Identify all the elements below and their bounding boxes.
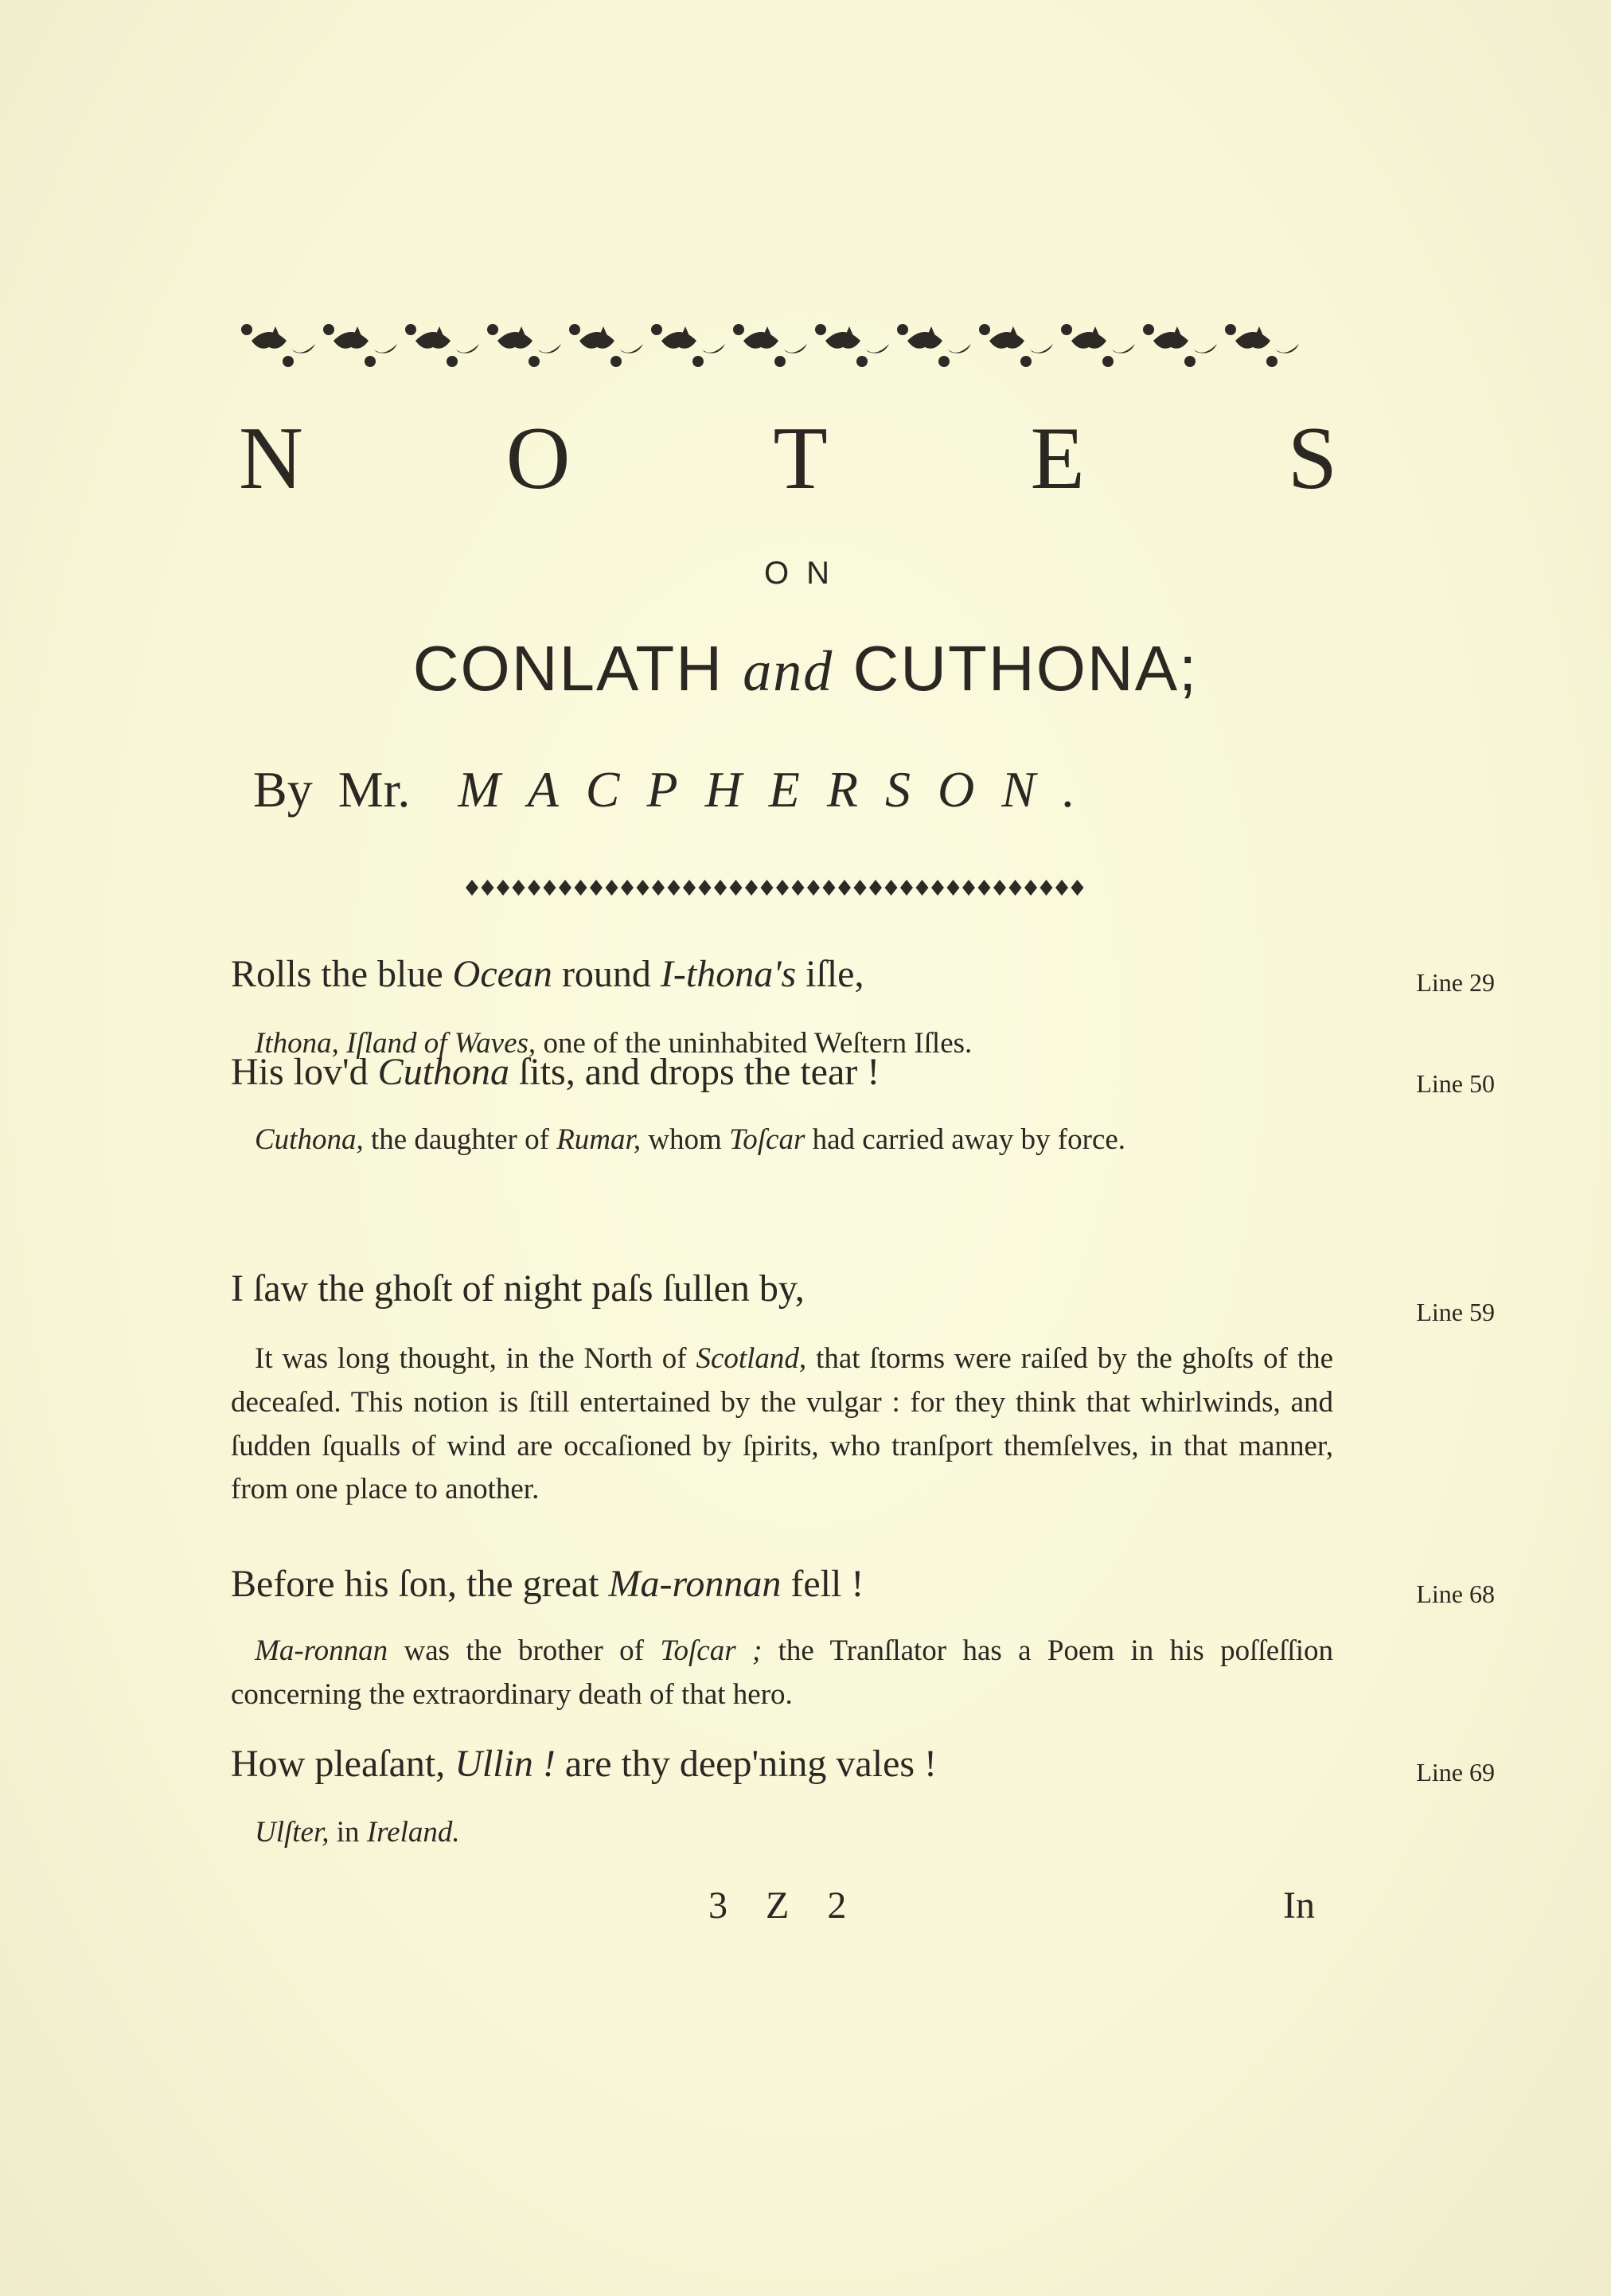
line-reference: Line 59 [1416,1298,1495,1326]
catchword: In [1283,1884,1315,1927]
page-title-notes [239,409,1337,508]
poem-title-second: CUTHONA; [852,633,1199,704]
poem-title [0,633,1611,704]
note-text: Cuthona, the daughter of Rumar, whom Toſcar had carried away by force. [255,1123,1126,1156]
poem-title-and: and [743,639,834,703]
verse-line: I ſaw the ghoſt of night paſs ſullen by, [231,1267,805,1310]
title-letter: O [505,409,571,508]
annotation-note [231,1337,1333,1512]
signature-mark: 3 Z 2 [708,1884,861,1927]
byline [253,761,1367,818]
byline-mr: Mr. [337,761,411,818]
note-text: Ulſter, in Ireland. [255,1816,460,1849]
verse-line: Before his ſon, the great Ma-ronnan fell ! [231,1563,864,1605]
byline-by: By [253,761,313,818]
line-reference: Line 68 [1416,1579,1495,1608]
line-reference: Line 50 [1416,1069,1495,1098]
title-letter: E [1030,409,1085,508]
annotation-note [231,1630,1333,1717]
poem-title-first: CONLATH [412,633,724,704]
note-text: Ithona, Iſland of Waves, one of the uninhabited Weſtern Iſles. [255,1027,973,1060]
note-text: It was long thought, in the North of Scotland, that ſtorms were raiſed by the ghoſts of the deceaſed. This notion is ſtill entertained by the vulgar : for they think that whirlwinds, and ſudden ſqualls of wind are occaſioned by ſpirits, who tranſport themſelves, in that manner, from one place to another. [231,1342,1333,1506]
byline-author: MACPHERSON. [458,761,1102,818]
title-letter: T [773,409,828,508]
annotation-note [231,1119,1333,1162]
verse-line: His lov'd Cuthona ſits, and drops the tear ! [231,1051,880,1093]
annotation-note [231,1811,1333,1855]
verse-line: Rolls the blue Ocean round I-thona's iſle, [231,953,864,995]
on-label: ON [764,556,847,591]
top-ornament-band [231,317,1329,374]
line-reference: Line 69 [1416,1758,1495,1786]
line-reference: Line 29 [1416,968,1495,997]
verse-line: How pleaſant, Ullin ! are thy deep'ning vales ! [231,1743,938,1785]
title-letter: S [1287,409,1337,508]
title-letter: N [239,409,303,508]
divider-ornament [458,876,1094,900]
note-text: Ma-ronnan was the brother of Toſcar ; the Tranſlator has a Poem in his poſſeſſion concerning the extraordinary death of that hero. [231,1634,1333,1711]
